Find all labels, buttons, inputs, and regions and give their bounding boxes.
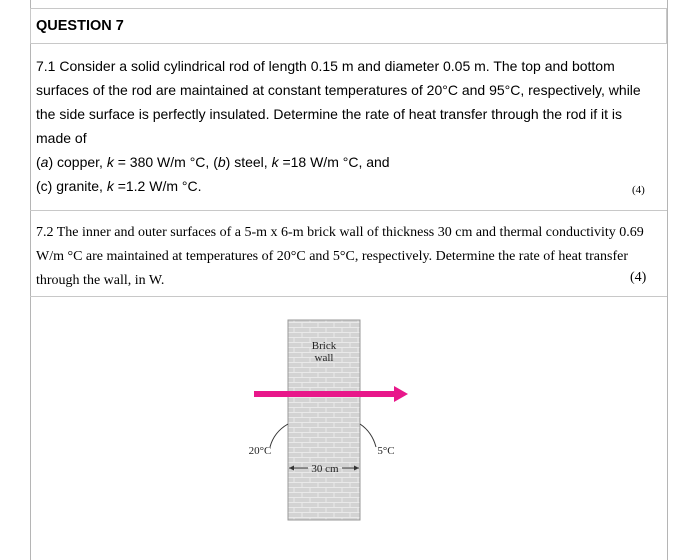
q1-materials-ab: (a) copper, k = 380 W/m °C, (b) steel, k =18 W/m °C, and bbox=[36, 154, 390, 170]
steel-text: ) steel, bbox=[225, 154, 272, 170]
wall-label-line1: Brick bbox=[311, 340, 337, 352]
section-divider bbox=[30, 210, 667, 211]
marks-7-2: (4) bbox=[630, 270, 647, 285]
copper-k-value: = 380 W/m °C, ( bbox=[113, 154, 218, 170]
q2-line-1: 7.2 The inner and outer surfaces of a 5-m x 6-m brick wall of thickness 30 cm and thermal conductivity 0.69 bbox=[36, 225, 644, 240]
left-temperature-label: 20°C bbox=[248, 445, 272, 457]
q1-line-4: made of bbox=[36, 130, 87, 146]
right-temperature-label: 5°C bbox=[377, 445, 395, 457]
granite-k-value: =1.2 W/m °C. bbox=[113, 178, 202, 194]
q1-materials-c bbox=[36, 174, 656, 198]
thickness-label: 30 cm bbox=[311, 463, 339, 475]
q2-line-2: W/m °C are maintained at temperatures of 20°C and 5°C, respectively. Determine the rate of heat transfer bbox=[36, 249, 628, 264]
q1-line-1: 7.1 Consider a solid cylindrical rod of length 0.15 m and diameter 0.05 m. The top and bottom bbox=[36, 58, 615, 74]
left-temp-leader bbox=[270, 424, 288, 447]
steel-k-value: =18 W/m °C, and bbox=[278, 154, 390, 170]
question-title: QUESTION 7 bbox=[36, 18, 124, 34]
q1-line-3: the side surface is perfectly insulated. Determine the rate of heat transfer through the rod if it is bbox=[36, 106, 622, 122]
marks-7-1: (4) bbox=[632, 184, 645, 196]
page-border-left bbox=[30, 0, 31, 560]
label-b: b bbox=[217, 154, 226, 170]
label-a: a bbox=[40, 154, 49, 170]
k-symbol-c: k bbox=[106, 178, 114, 194]
q1-line-2: surfaces of the rod are maintained at constant temperatures of 20°C and 95°C, respectively, while bbox=[36, 82, 641, 98]
wall-label-line2: wall bbox=[314, 352, 334, 364]
copper-text: ) copper, bbox=[48, 154, 107, 170]
granite-text: (c) granite, bbox=[36, 178, 107, 194]
q2-line-3: through the wall, in W. bbox=[36, 273, 165, 288]
right-temp-leader bbox=[360, 424, 376, 447]
k-symbol-b: k bbox=[271, 154, 279, 170]
page-border-right bbox=[667, 0, 668, 560]
brick-wall-figure bbox=[230, 312, 430, 522]
section-divider-2 bbox=[30, 296, 667, 297]
heat-flow-arrow-head bbox=[394, 386, 408, 402]
question-7-2 bbox=[36, 221, 648, 293]
k-symbol-a: k bbox=[106, 154, 114, 170]
question-7-1 bbox=[36, 54, 656, 198]
title-box bbox=[30, 8, 667, 44]
